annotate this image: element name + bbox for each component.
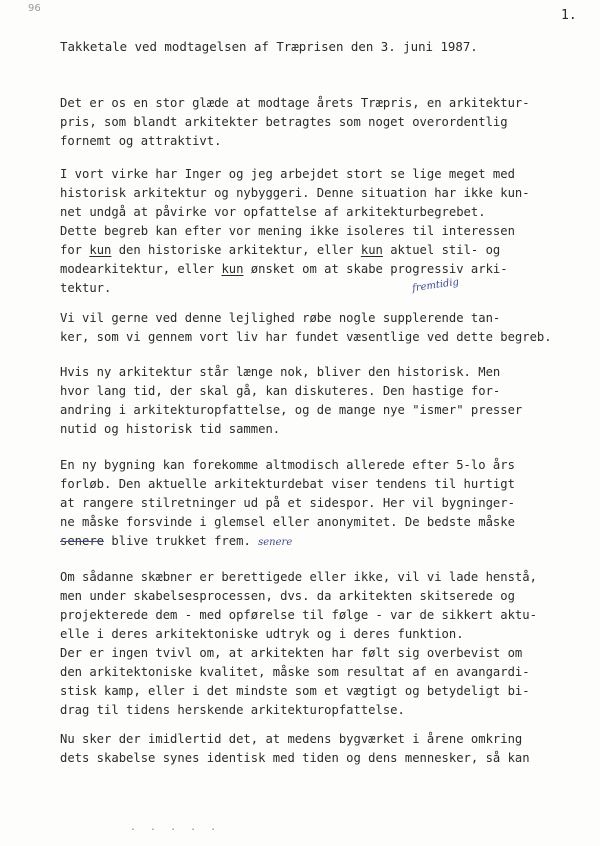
text-line: dets skabelse synes identisk med tiden og dens mennesker, så kan (60, 751, 530, 765)
text-segment: modearkitektur, eller (60, 262, 222, 276)
text-line: hvor lang tid, der skal gå, kan diskuteres. Den hastige for- (60, 384, 501, 398)
text-line (60, 241, 530, 260)
pencil-note: 96 (28, 3, 41, 14)
paragraph-6 (60, 568, 537, 720)
underlined-word: kun (221, 262, 244, 276)
text-line: En ny bygning kan forekomme altmodisch allerede efter 5-lo års (60, 458, 515, 472)
text-line: Det er os en stor glæde at modtage årets Træpris, en arkitektur- (60, 96, 530, 110)
paragraph-2 (60, 165, 530, 298)
text-line: Dette begreb kan efter vor mening ikke isoleres til interessen (60, 224, 515, 238)
footer-marks: . . . . . (130, 822, 221, 833)
text-line: ne måske forsvinde i glemsel eller anonymitet. De bedste måske (60, 515, 515, 529)
text-line: Hvis ny arkitektur står længe nok, bliver den historisk. Men (60, 365, 501, 379)
text-line: fornemt og attraktivt. (60, 134, 222, 148)
text-line: Om sådanne skæbner er berettigede eller ikke, vil vi lade henstå, (60, 570, 537, 584)
text-segment: den historiske arkitektur, eller (111, 243, 361, 257)
text-line: drag til tidens herskende arkitekturopfattelse. (60, 703, 405, 717)
text-line: forløb. Den aktuelle arkitekturdebat viser tendens til hurtigt (60, 477, 515, 491)
paragraph-4 (60, 363, 522, 439)
paragraph-3 (60, 309, 552, 347)
handwritten-annotation: fremtidig (411, 276, 460, 295)
text-line (60, 260, 530, 279)
text-line: men under skabelsesprocessen, dvs. da arkitekten skitserede og (60, 589, 515, 603)
text-line: at rangere stilretninger ud på et sidespor. Her vil bygninger- (60, 496, 515, 510)
text-segment: blive trukket frem. (104, 534, 251, 548)
text-line: I vort virke har Inger og jeg arbejdet stort se lige meget med (60, 167, 515, 181)
text-line: historisk arkitektur og nybyggeri. Denne situation har ikke kun- (60, 186, 530, 200)
text-line: Der er ingen tvivl om, at arkitekten har følt sig overbevist om (60, 646, 523, 660)
text-line: ker, som vi gennem vort liv har fundet væsentlige ved dette begreb. (60, 330, 552, 344)
text-line: nutid og historisk tid sammen. (60, 422, 281, 436)
underlined-word: kun (360, 243, 383, 257)
text-line: den arkitektoniske kvalitet, måske som resultat af en avangardi- (60, 665, 530, 679)
text-segment: aktuel stil- og (382, 243, 501, 257)
text-segment: for (60, 243, 90, 257)
text-line: net undgå at påvirke vor opfattelse af arkitekturbegrebet. (60, 205, 486, 219)
document-title: Takketale ved modtagelsen af Træprisen den 3. juni 1987. (60, 39, 478, 54)
text-line: projekterede dem - med opførelse til følge - var de sikkert aktu- (60, 608, 537, 622)
text-line: stisk kamp, eller i det mindste som et vægtigt og betydeligt bi- (60, 684, 530, 698)
text-line: Nu sker der imidlertid det, at medens bygværket i årene omkring (60, 732, 523, 746)
text-segment: ønsket om at skabe progressiv arki- (243, 262, 508, 276)
paragraph-7 (60, 730, 530, 768)
page-number: 1. (561, 8, 577, 23)
paragraph-5 (60, 456, 515, 551)
struck-word: senere (60, 534, 105, 548)
text-line (60, 532, 515, 551)
underlined-word: kun (89, 243, 112, 257)
handwritten-annotation: senere (258, 537, 293, 548)
text-line: Vi vil gerne ved denne lejlighed røbe nogle supplerende tan- (60, 311, 501, 325)
text-line: pris, som blandt arkitekter betragtes som noget overordentlig (60, 115, 508, 129)
text-line: elle i deres arkitektoniske udtryk og i deres funktion. (60, 627, 464, 641)
paragraph-1 (60, 94, 530, 151)
text-line: andring i arkitekturopfattelse, og de mange nye "ismer" presser (60, 403, 523, 417)
text-line: tektur. (60, 281, 112, 295)
